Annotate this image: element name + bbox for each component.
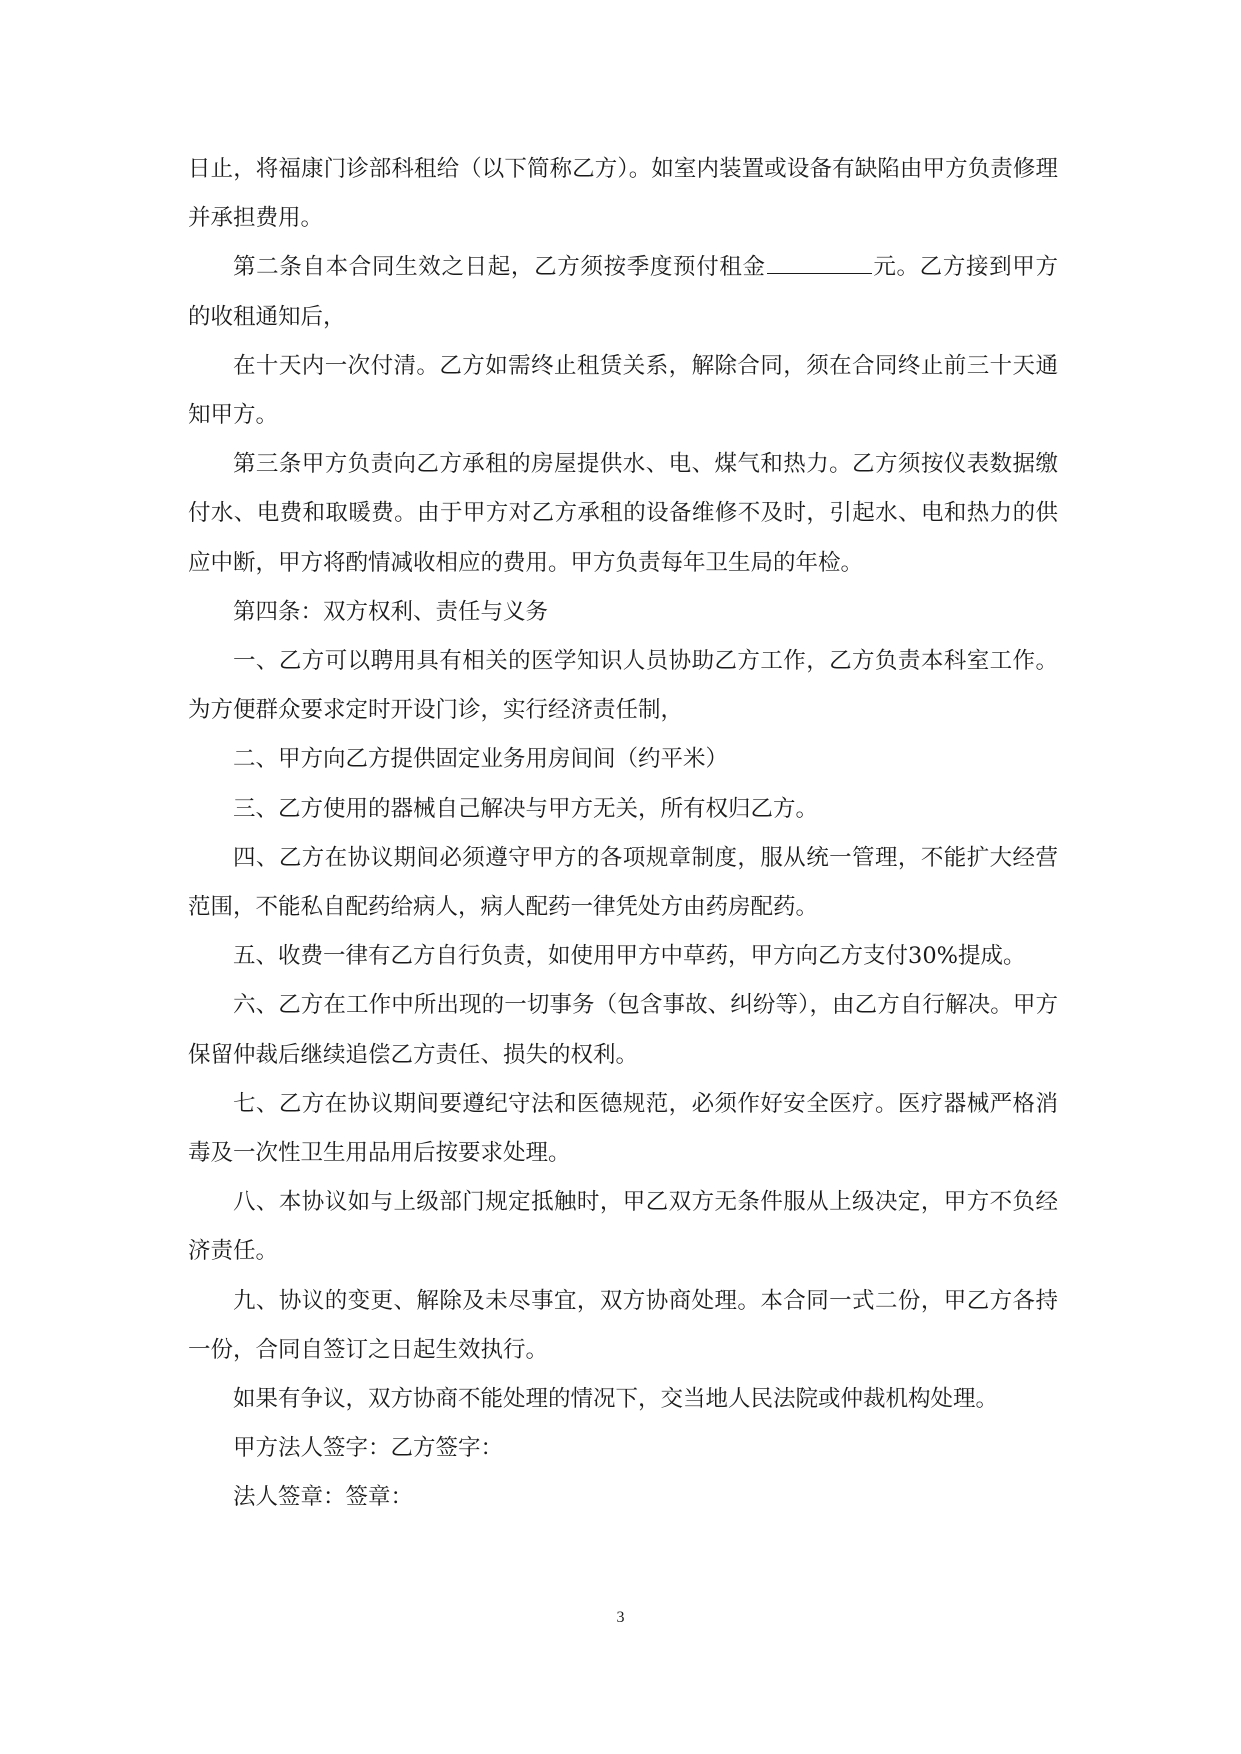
paragraph-16-signature-line: 甲方法人签字：乙方签字： — [233, 1435, 504, 1462]
paragraph-7-item-two: 二、甲方向乙方提供固定业务用房间间（约平米） — [233, 746, 729, 773]
page-number: 3 — [616, 1609, 625, 1626]
paragraph-6-item-one: 一、乙方可以聘用具有相关的医学知识人员协助乙方工作，乙方负责本科室工作。为方便群众要求定时开设门诊，实行经济责任制， — [188, 648, 1058, 724]
paragraph-3: 在十天内一次付清。乙方如需终止租赁关系，解除合同，须在合同终止前三十天通知甲方。 — [188, 352, 1058, 429]
paragraph-14-item-nine: 九、协议的变更、解除及未尽事宜，双方协商处理。本合同一式二份，甲乙方各持一份，合同自签订之日起生效执行。 — [188, 1287, 1058, 1363]
paragraph-2-rent-clause — [188, 243, 1058, 341]
paragraph-10-item-five: 五、收费一律有乙方自行负责，如使用甲方中草药，甲方向乙方支付30%提成。 — [233, 943, 1026, 970]
paragraph-4-article-three: 第三条甲方负责向乙方承租的房屋提供水、电、煤气和热力。乙方须按仪表数据缴付水、电费和取暖费。由于甲方对乙方承租的设备维修不及时，引起水、电和热力的供应中断，甲方将酌情减收相应的费用。甲方负责每年卫生局的年检。 — [188, 451, 1058, 576]
rent-clause-before-blank: 第二条自本合同生效之日起，乙方须按季度预付租金 — [233, 254, 766, 281]
paragraph-12-item-seven: 七、乙方在协议期间要遵纪守法和医德规范，必须作好安全医疗。医疗器械严格消毒及一次性卫生用品用后按要求处理。 — [188, 1090, 1058, 1167]
document-body — [188, 145, 1058, 1523]
paragraph-17-seal-line: 法人签章：签章： — [233, 1484, 414, 1511]
rent-amount-blank — [767, 253, 872, 274]
paragraph-9-item-four: 四、乙方在协议期间必须遵守甲方的各项规章制度，服从统一管理，不能扩大经营范围，不能私自配药给病人，病人配药一律凭处方由药房配药。 — [188, 844, 1058, 921]
paragraph-8-item-three: 三、乙方使用的器械自己解决与甲方无关，所有权归乙方。 — [233, 795, 819, 822]
rent-clause-after-blank: 元。乙方接到甲方的收租通知后， — [188, 254, 1058, 330]
paragraph-11-item-six: 六、乙方在工作中所出现的一切事务（包含事故、纠纷等），由乙方自行解决。甲方保留仲裁后继续追偿乙方责任、损失的权利。 — [188, 992, 1058, 1068]
paragraph-1: 日止，将福康门诊部科租给（以下简称乙方）。如室内装置或设备有缺陷由甲方负责修理并承担费用。 — [188, 156, 1058, 232]
paragraph-13-item-eight: 八、本协议如与上级部门规定抵触时，甲乙双方无条件服从上级决定，甲方不负经济责任。 — [188, 1189, 1058, 1265]
paragraph-5-article-four-heading: 第四条：双方权利、责任与义务 — [233, 598, 549, 625]
paragraph-15-dispute: 如果有争议，双方协商不能处理的情况下，交当地人民法院或仲裁机构处理。 — [233, 1386, 999, 1413]
